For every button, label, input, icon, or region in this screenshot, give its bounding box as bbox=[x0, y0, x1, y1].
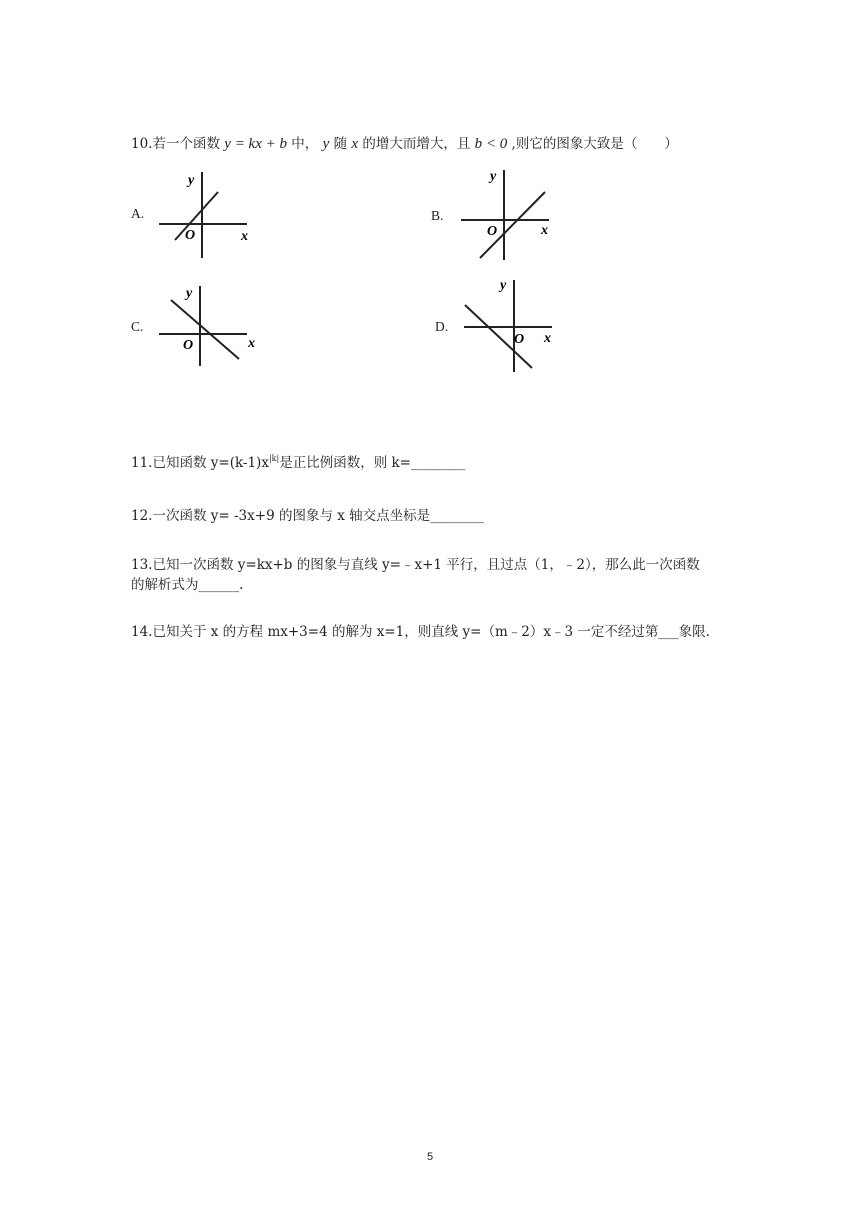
graph-line bbox=[171, 300, 239, 359]
x-axis-label: x bbox=[248, 336, 255, 351]
y-axis-label: y bbox=[490, 169, 497, 184]
q11-text: 11.已知函数 y=(k-1)x bbox=[131, 455, 269, 471]
q13-line-2: 的解析式为______. bbox=[131, 577, 244, 593]
q12-text: 12.一次函数 y= -3x+9 的图象与 x 轴交点坐标是________ bbox=[131, 508, 485, 524]
origin-label: O bbox=[183, 338, 194, 353]
question-14 bbox=[131, 623, 710, 641]
q14-text: 14.已知关于 x 的方程 mx+3=4 的解为 x=1，则直线 y=（m﹣2）x﹣3 一定不经过第___象限. bbox=[131, 624, 710, 640]
option-c-label[interactable]: C. bbox=[131, 319, 144, 334]
graph-line bbox=[175, 192, 218, 240]
option-a-label[interactable]: A. bbox=[131, 206, 145, 221]
q10-var-x: x bbox=[351, 136, 359, 152]
question-12 bbox=[131, 507, 484, 525]
question-13-cont bbox=[131, 576, 243, 594]
y-axis-label: y bbox=[500, 278, 507, 293]
x-axis-label: x bbox=[544, 331, 551, 346]
q13-line-1: 13.已知一次函数 y=kx+b 的图象与直线 y=﹣x+1 平行，且过点（1，﹣2），那么此一次函数 bbox=[131, 557, 700, 573]
option-d-graph[interactable] bbox=[460, 274, 570, 374]
q10-text: 的增大而增大，且 bbox=[362, 136, 471, 152]
origin-label: O bbox=[185, 228, 196, 243]
q10-suffix: ,则它的图象大致是（ ） bbox=[511, 136, 678, 152]
q11-exponent: |k| bbox=[268, 454, 280, 463]
y-axis-label: y bbox=[188, 173, 195, 188]
option-d-label[interactable]: D. bbox=[435, 319, 449, 334]
q10-var-y: y bbox=[322, 136, 330, 152]
option-c-graph[interactable] bbox=[155, 282, 265, 368]
option-b-graph[interactable] bbox=[457, 166, 567, 262]
page-number: 5 bbox=[426, 1151, 434, 1163]
origin-label: O bbox=[514, 332, 525, 347]
x-axis-label: x bbox=[241, 229, 248, 244]
q10-formula: y = kx + b bbox=[224, 136, 287, 152]
question-11 bbox=[131, 450, 465, 472]
origin-label: O bbox=[487, 224, 498, 239]
question-13 bbox=[131, 556, 700, 574]
option-a-graph[interactable] bbox=[155, 168, 265, 260]
y-axis-label: y bbox=[186, 286, 193, 301]
x-axis-label: x bbox=[541, 223, 548, 238]
q10-condition: b < 0 bbox=[474, 136, 508, 152]
q10-prefix: 10.若一个函数 bbox=[131, 136, 220, 152]
question-10 bbox=[131, 135, 678, 153]
option-b-label[interactable]: B. bbox=[431, 208, 444, 223]
q10-text: 中， bbox=[291, 136, 319, 152]
q11-text-blank: 是正比例函数，则 k=________ bbox=[279, 455, 465, 471]
q10-text: 随 bbox=[333, 136, 348, 152]
